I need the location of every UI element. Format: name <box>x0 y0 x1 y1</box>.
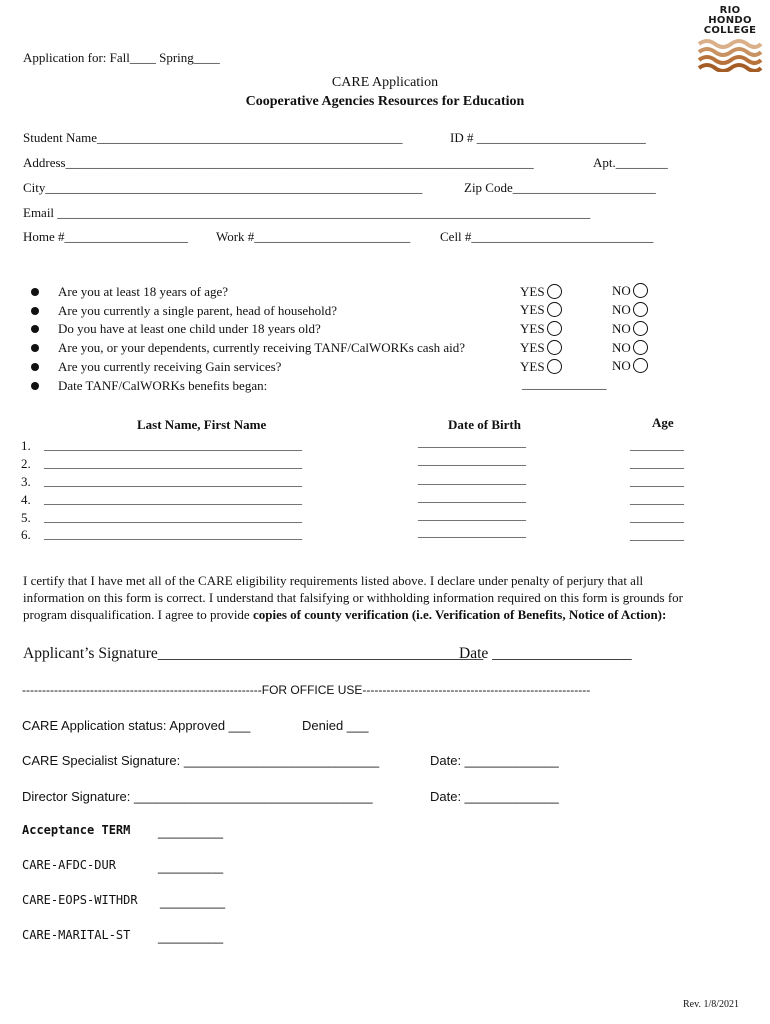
dependent-dob-field[interactable]: __________________ <box>418 472 526 486</box>
certify-line-2: information on this form is correct. I understand that falsifying or withholding information required on this form is grounds for <box>23 590 683 605</box>
certify-line-3-bold: copies of county verification (i.e. Verification of Benefits, Notice of Action): <box>252 607 667 622</box>
revision-date: Rev. 1/8/2021 <box>683 999 740 1010</box>
dependent-name-field[interactable]: ___________________________________________ <box>44 492 302 506</box>
column-header-dob: Date of Birth <box>448 417 521 432</box>
yes-label: YES <box>520 359 545 374</box>
yes-option[interactable] <box>520 284 562 300</box>
no-option[interactable] <box>612 283 648 299</box>
dependent-dob-field[interactable]: __________________ <box>418 508 526 522</box>
yes-label: YES <box>520 302 545 317</box>
bullet-icon <box>31 382 39 390</box>
yes-label: YES <box>520 321 545 336</box>
application-term: Application for: Fall____ Spring____ <box>23 50 220 65</box>
no-label: NO <box>612 321 631 336</box>
question-text: Are you currently a single parent, head of household? <box>58 303 338 318</box>
marital-field[interactable]: _________ <box>158 929 224 944</box>
row-number: 4. <box>21 492 31 507</box>
acceptance-term-label: Acceptance TERM <box>22 823 131 837</box>
home-phone-field[interactable]: Home #___________________ <box>23 229 189 244</box>
yes-option[interactable] <box>520 359 562 375</box>
yes-option[interactable] <box>520 321 562 337</box>
dependent-age-field[interactable]: _________ <box>630 474 684 488</box>
row-number: 5. <box>21 510 31 525</box>
afdc-label: CARE-AFDC-DUR <box>22 858 116 872</box>
apt-field[interactable]: Apt.________ <box>593 155 668 170</box>
question-text: Date TANF/CalWORKs benefits began: <box>58 378 268 393</box>
dependent-name-field[interactable]: ___________________________________________ <box>44 527 302 541</box>
bullet-icon <box>31 344 39 352</box>
column-header-age: Age <box>652 415 674 430</box>
no-option[interactable] <box>612 302 648 318</box>
radio-circle-icon[interactable] <box>547 321 562 336</box>
logo-line-1: RIO <box>719 5 741 16</box>
work-phone-field[interactable]: Work #________________________ <box>216 229 411 244</box>
radio-circle-icon[interactable] <box>547 340 562 355</box>
dependent-dob-field[interactable]: __________________ <box>418 453 526 467</box>
address-field[interactable]: Address________________________________________________________________________ <box>23 155 534 170</box>
no-label: NO <box>612 358 631 373</box>
logo-line-3: COLLEGE <box>703 25 757 36</box>
row-number: 3. <box>21 474 31 489</box>
dependent-age-field[interactable]: _________ <box>630 438 684 452</box>
bullet-icon <box>31 363 39 371</box>
dependent-dob-field[interactable]: __________________ <box>418 525 526 539</box>
no-option[interactable] <box>612 340 648 356</box>
dependent-name-field[interactable]: ___________________________________________ <box>44 438 302 452</box>
director-date-field[interactable]: Date: _____________ <box>430 789 559 804</box>
radio-circle-icon[interactable] <box>633 302 648 317</box>
no-label: NO <box>612 302 631 317</box>
yes-label: YES <box>520 340 545 355</box>
director-signature-field[interactable]: Director Signature: _________________________________ <box>22 789 373 804</box>
no-label: NO <box>612 283 631 298</box>
acceptance-term-field[interactable]: _________ <box>158 824 224 839</box>
dependent-dob-field[interactable]: __________________ <box>418 490 526 504</box>
dependent-age-field[interactable]: _________ <box>630 456 684 470</box>
question-text: Do you have at least one child under 18 years old? <box>58 321 321 336</box>
radio-circle-icon[interactable] <box>547 284 562 299</box>
application-status-approved[interactable]: CARE Application status: Approved ___ <box>22 718 251 733</box>
radio-circle-icon[interactable] <box>633 321 648 336</box>
dependent-name-field[interactable]: ___________________________________________ <box>44 474 302 488</box>
eops-field[interactable]: _________ <box>160 894 226 909</box>
zip-field[interactable]: Zip Code______________________ <box>464 180 656 195</box>
logo-line-2: HONDO <box>708 15 752 26</box>
dependent-name-field[interactable]: ___________________________________________ <box>44 456 302 470</box>
no-label: NO <box>612 340 631 355</box>
radio-circle-icon[interactable] <box>633 358 648 373</box>
email-field[interactable]: Email __________________________________________________________________________________ <box>23 205 591 220</box>
no-option[interactable] <box>612 358 648 374</box>
student-name-field[interactable]: Student Name_______________________________________________ <box>23 130 403 145</box>
question-text: Are you, or your dependents, currently receiving TANF/CalWORKs cash aid? <box>58 340 466 355</box>
specialist-signature-field[interactable]: CARE Specialist Signature: ___________________________ <box>22 753 380 768</box>
specialist-date-field[interactable]: Date: _____________ <box>430 753 559 768</box>
radio-circle-icon[interactable] <box>547 359 562 374</box>
certify-line-3 <box>23 607 666 623</box>
row-number: 6. <box>21 527 31 542</box>
row-number: 2. <box>21 456 31 471</box>
radio-circle-icon[interactable] <box>547 302 562 317</box>
logo-waves-icon <box>697 38 763 72</box>
question-text: Are you currently receiving Gain services? <box>58 359 282 374</box>
dependent-dob-field[interactable]: __________________ <box>418 435 526 449</box>
certify-line-3-text: program disqualification. I agree to provide <box>23 607 253 622</box>
no-option[interactable] <box>612 321 648 337</box>
form-subtitle: Cooperative Agencies Resources for Education <box>245 94 525 109</box>
column-header-name: Last Name, First Name <box>137 417 267 432</box>
application-status-denied[interactable]: Denied ___ <box>302 718 369 733</box>
student-id-field[interactable]: ID # __________________________ <box>450 130 646 145</box>
afdc-field[interactable]: _________ <box>158 859 224 874</box>
city-field[interactable]: City__________________________________________________________ <box>23 180 423 195</box>
row-number: 1. <box>21 438 31 453</box>
eops-label: CARE-EOPS-WITHDR <box>22 893 138 907</box>
bullet-icon <box>31 325 39 333</box>
dependent-age-field[interactable]: _________ <box>630 528 684 542</box>
radio-circle-icon[interactable] <box>633 340 648 355</box>
bullet-icon <box>31 288 39 296</box>
cell-phone-field[interactable]: Cell #____________________________ <box>440 229 654 244</box>
question-text: Are you at least 18 years of age? <box>58 284 229 299</box>
yes-label: YES <box>520 284 545 299</box>
yes-option[interactable] <box>520 302 562 318</box>
dependent-age-field[interactable]: _________ <box>630 510 684 524</box>
dependent-age-field[interactable]: _________ <box>630 492 684 506</box>
marital-label: CARE-MARITAL-ST <box>22 928 131 942</box>
tanf-date-field[interactable]: _____________ <box>522 376 607 391</box>
office-use-divider: ------------------------------------------------------------FOR OFFICE USE--------------------------------------------------------- <box>22 683 591 697</box>
bullet-icon <box>31 307 39 315</box>
form-title: CARE Application <box>331 75 439 90</box>
applicant-signature-field[interactable]: Applicant’s Signature__________________________________________ <box>23 645 484 662</box>
dependent-name-field[interactable]: ___________________________________________ <box>44 510 302 524</box>
college-logo <box>697 4 763 72</box>
signature-date-field[interactable]: Date __________________ <box>459 645 632 662</box>
certify-line-1: I certify that I have met all of the CARE eligibility requirements listed above. I declare under penalty of perjury that all <box>23 573 644 588</box>
yes-option[interactable] <box>520 340 562 356</box>
radio-circle-icon[interactable] <box>633 283 648 298</box>
